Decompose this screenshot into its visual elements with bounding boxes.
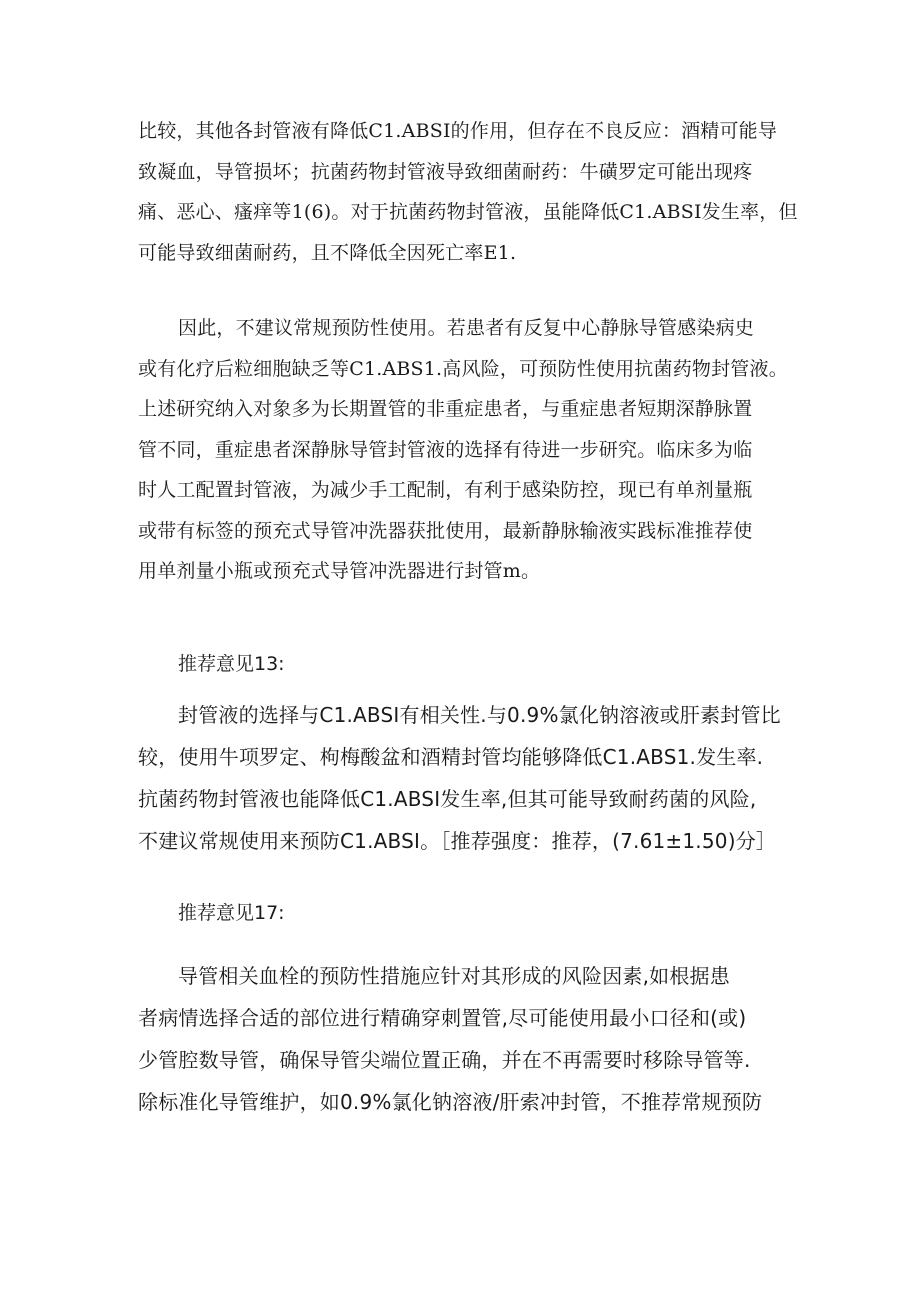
text-line: 痛、恶心、瘙痒等1(6)。对于抗菌药物封管液，虽能降低C1.ABSI发生率，但 (138, 201, 798, 223)
text-line: 时人工配置封管液，为减少手工配制，有利于感染防控，现已有单剂量瓶 (138, 479, 753, 501)
text-line: 或有化疗后粒细胞缺乏等C1.ABS1.高风险，可预防性使用抗菌药物封管液。 (138, 357, 788, 380)
recommendation-17-body (138, 955, 788, 1123)
text-line: 导管相关血栓的预防性措施应针对其形成的风险因素,如根据患 (178, 964, 730, 988)
text-line: 抗菌药物封管液也能降低C1.ABSI发生率,但其可能导致耐药菌的风险, (138, 787, 757, 811)
text-line: 用单剂量小瓶或预充式导管冲洗器进行封管m。 (138, 560, 541, 582)
text-line: 少管腔数导管，确保导管尖端位置正确，并在不再需要时移除导管等. (138, 1048, 751, 1072)
recommendation-13-heading: 推荐意见13: (178, 653, 285, 675)
text-line: 除标准化导管维护，如0.9%氯化钠溶液/肝索冲封管，不推荐常规预防 (138, 1090, 763, 1114)
text-line: 因此，不建议常规预防性使用。若患者有反复中心静脉导管感染病史 (178, 317, 755, 339)
text-line: 封管液的选择与C1.ABSI有相关性.与0.9%氯化钠溶液或肝素封管比 (178, 703, 781, 727)
text-line: 上述研究纳入对象多为长期置管的非重症患者，与重症患者短期深静脉置 (138, 398, 753, 420)
text-line: 比较，其他各封管液有降低C1.ABSI的作用，但存在不良反应：酒精可能导 (138, 120, 778, 142)
text-line: 或带有标签的预充式导管冲洗器获批使用，最新静脉输液实践标准推荐使 (138, 519, 753, 542)
paragraph-2 (138, 308, 788, 592)
text-line: 管不同，重症患者深静脉导管封管液的选择有待进一步研究。临床多为临 (138, 438, 753, 461)
recommendation-13-body (138, 694, 788, 862)
text-line: 不建议常规使用来预防C1.ABSI。［推荐强度：推荐，(7.61±1.50)分］ (138, 829, 777, 853)
text-line: 致凝血，导管损坏；抗菌药物封管液导致细菌耐药：牛磺罗定可能出现疼 (138, 160, 753, 183)
text-line: 较，使用牛项罗定、枸梅酸盆和酒精封管均能够降低C1.ABS1.发生率. (138, 745, 764, 769)
text-line: 可能导致细菌耐药，且不降低全因死亡率E1. (138, 241, 517, 264)
recommendation-17-heading: 推荐意见17: (178, 902, 285, 924)
paragraph-1 (138, 111, 798, 273)
text-line: 者病情选择合适的部位进行精确穿刺置管,尽可能使用最小口径和(或) (138, 1006, 747, 1030)
